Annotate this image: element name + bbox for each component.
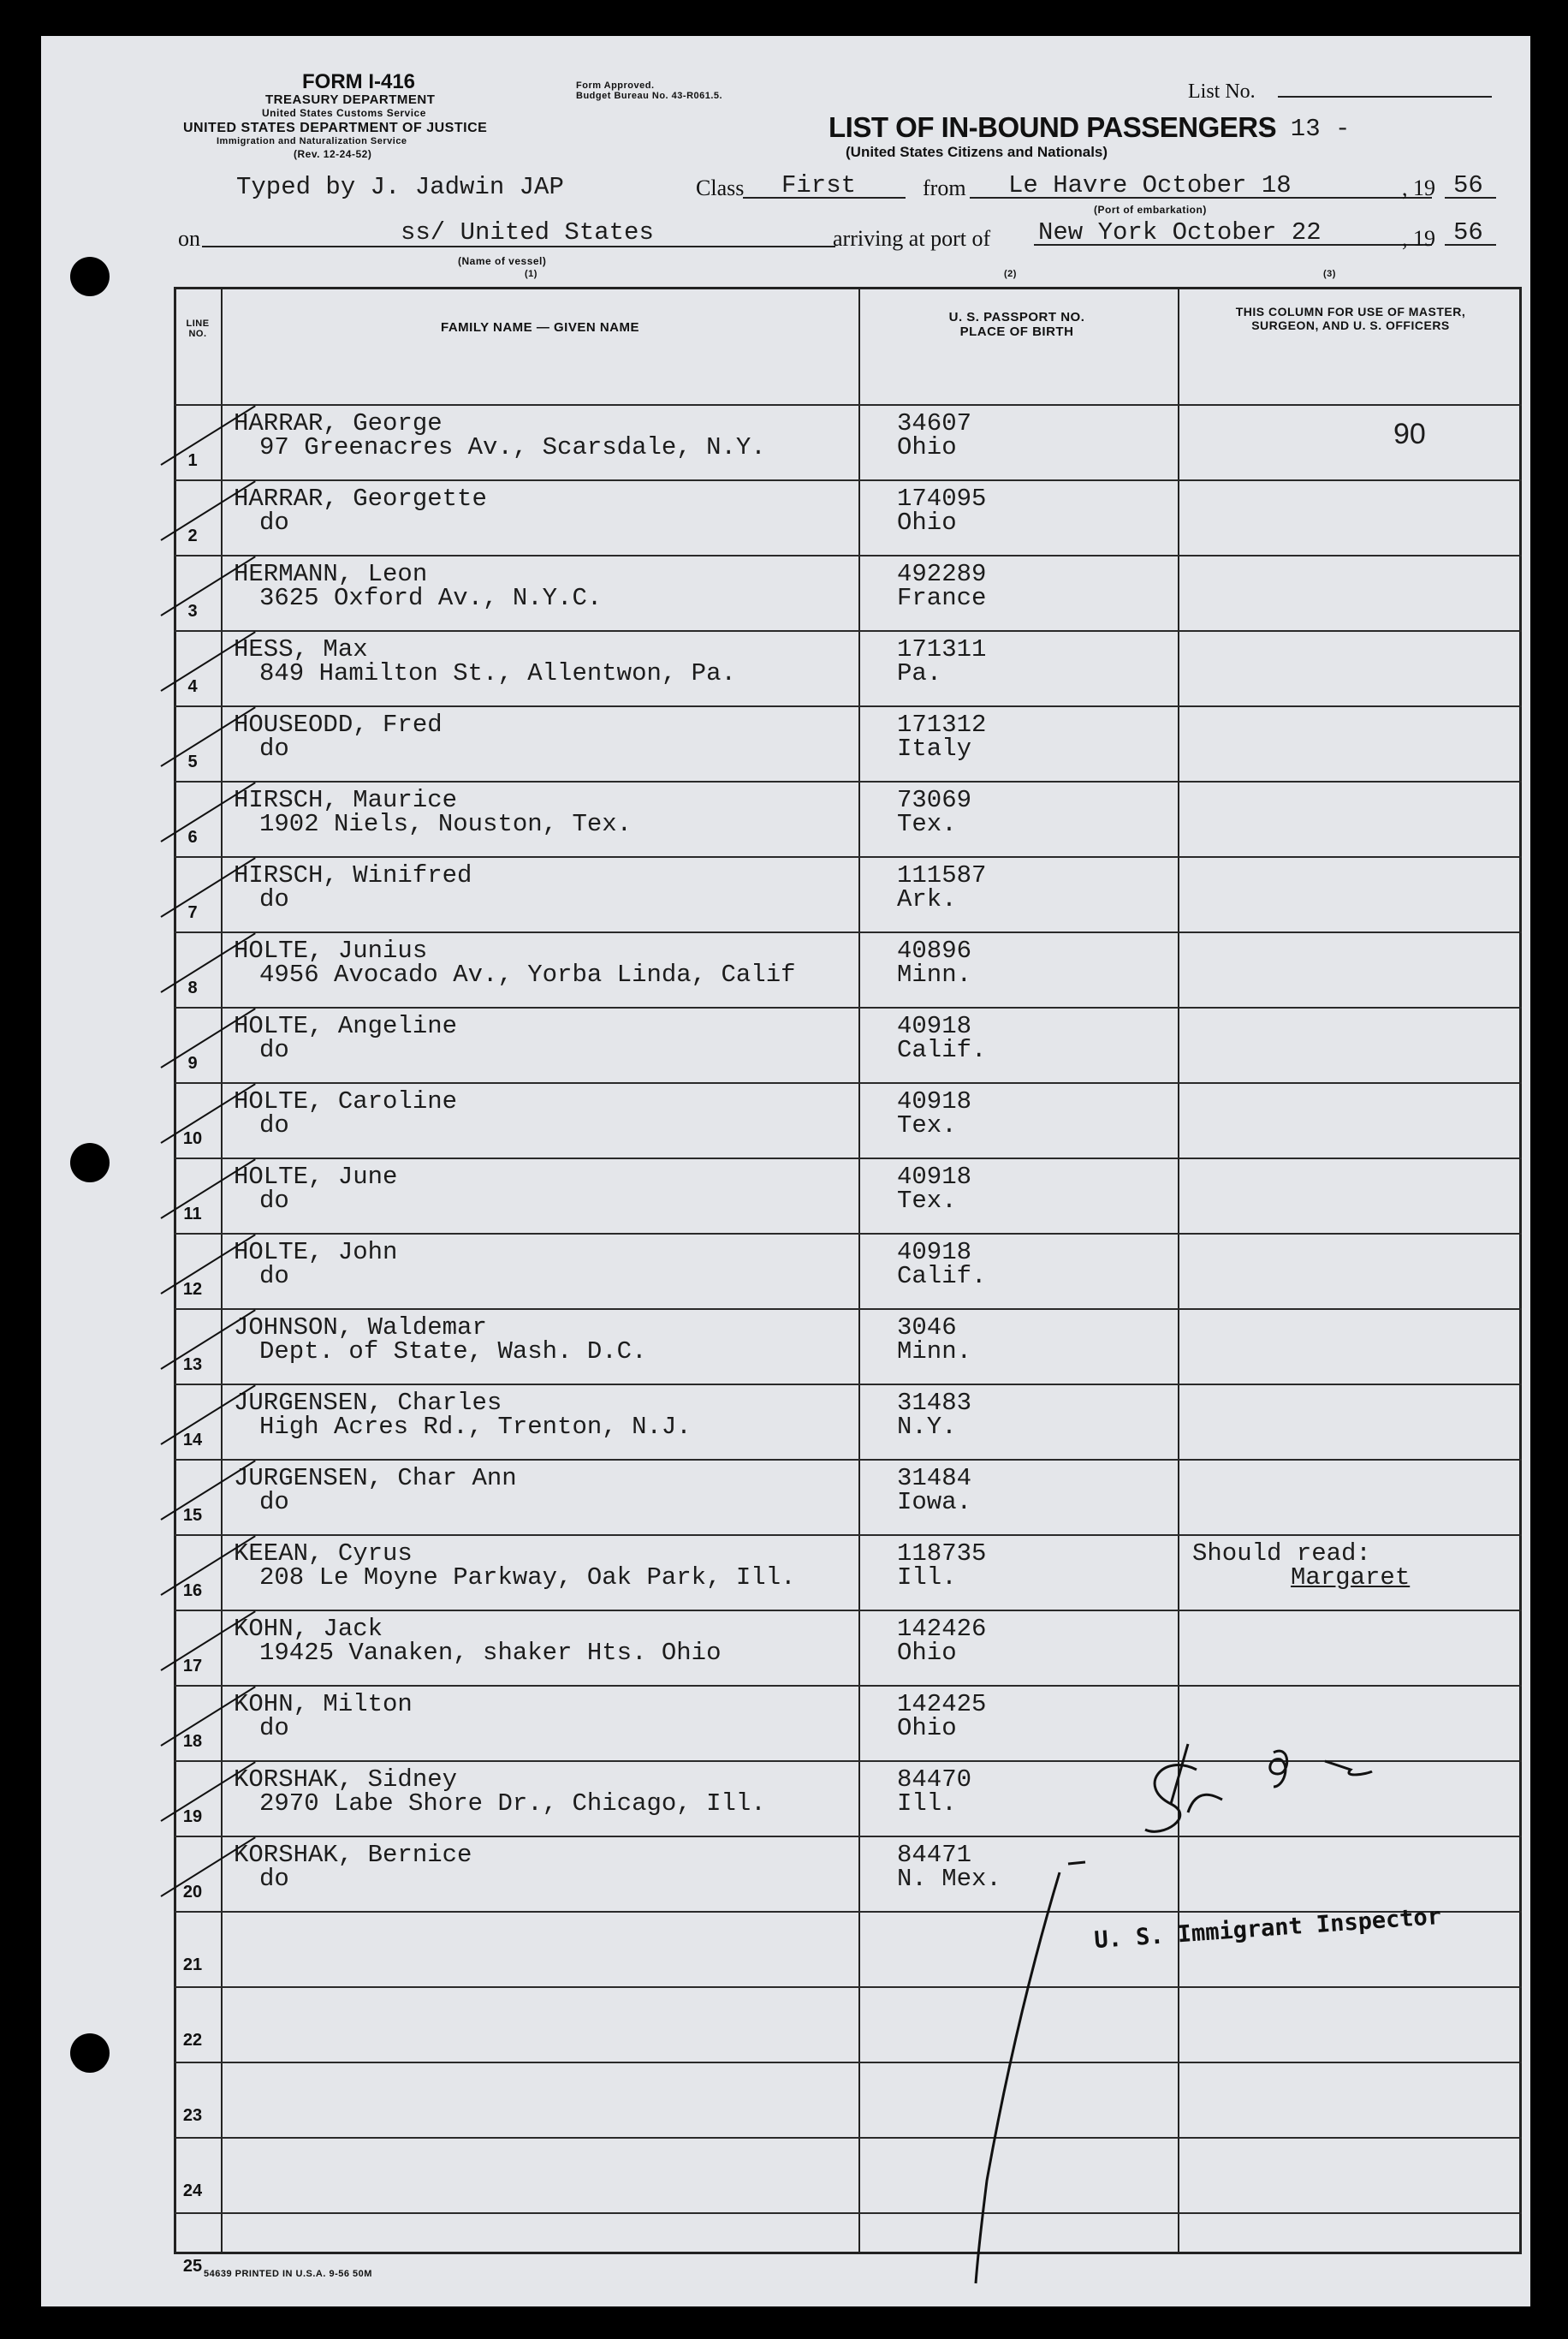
passenger-name: KORSHAK, Bernice [234, 1841, 472, 1869]
passenger-address: do [259, 1187, 289, 1215]
passenger-name: HOLTE, John [234, 1238, 398, 1266]
officer-note: Should read: [1192, 1539, 1371, 1568]
place-of-birth: Italy [897, 735, 972, 763]
passenger-address: do [259, 735, 289, 763]
passenger-name: HOLTE, June [234, 1163, 398, 1191]
arrive-year: 56 [1453, 218, 1483, 247]
passport-number: 111587 [897, 861, 987, 890]
line-number: 18 [182, 1732, 203, 1751]
line-number: 1 [187, 451, 198, 470]
officer-note: 90 [1393, 418, 1426, 450]
line-number: 13 [182, 1355, 203, 1374]
line-number: 10 [182, 1129, 203, 1148]
line-number: 20 [182, 1883, 203, 1902]
passenger-address: Dept. of State, Wash. D.C. [259, 1337, 647, 1366]
passenger-name: HIRSCH, Winifred [234, 861, 472, 890]
line-number: 3 [187, 602, 198, 621]
from-line [970, 197, 1432, 199]
passenger-name: HESS, Max [234, 635, 368, 664]
passenger-address: do [259, 1714, 289, 1742]
year1-line [1445, 197, 1496, 199]
col3-number: (3) [1323, 269, 1336, 279]
line-number: 2 [187, 527, 198, 545]
dept-justice: UNITED STATES DEPARTMENT OF JUSTICE [183, 121, 488, 135]
place-of-birth: France [897, 584, 987, 612]
passport-number: 40918 [897, 1163, 972, 1191]
arriving-value: New York October 22 [1038, 218, 1322, 247]
passenger-name: HOUSEODD, Fred [234, 711, 442, 739]
line-number: 17 [182, 1657, 203, 1675]
passenger-name: HOLTE, Junius [234, 937, 428, 965]
passport-number: 171312 [897, 711, 987, 739]
passenger-address: 1902 Niels, Nouston, Tex. [259, 810, 633, 838]
from-value: Le Havre October 18 [1008, 171, 1292, 199]
place-of-birth: Ill. [897, 1563, 957, 1592]
place-of-birth: Ohio [897, 509, 957, 537]
list-no-label: List No. [1188, 80, 1256, 103]
on-label: on [178, 226, 200, 251]
class-label: Class [696, 176, 745, 200]
line-number: 4 [187, 677, 198, 696]
line-number: 19 [182, 1807, 203, 1826]
list-number: - 13 - [1261, 115, 1351, 143]
header-line-no: LINE NO. [186, 318, 210, 339]
passport-number: 40918 [897, 1087, 972, 1116]
place-of-birth: Ohio [897, 1639, 957, 1667]
passenger-name: HARRAR, Georgette [234, 485, 487, 513]
passport-number: 3046 [897, 1313, 957, 1342]
passenger-address: 97 Greenacres Av., Scarsdale, N.Y. [259, 433, 766, 461]
place-of-birth: Ark. [897, 885, 957, 914]
form-approved: Form Approved. [576, 80, 655, 91]
binder-hole [70, 2033, 110, 2073]
arriving-line [1034, 244, 1432, 246]
place-of-birth: Minn. [897, 1337, 972, 1366]
inspector-signature [940, 1735, 1539, 2292]
passenger-address: 2970 Labe Shore Dr., Chicago, Ill. [259, 1789, 766, 1818]
dept-customs: United States Customs Service [262, 107, 426, 119]
passenger-address: High Acres Rd., Trenton, N.J. [259, 1413, 692, 1441]
inspector-stamp: U. S. Immigrant Inspector [1093, 1902, 1442, 1955]
passport-number: 171311 [897, 635, 987, 664]
year2-line [1445, 244, 1496, 246]
place-of-birth: Ohio [897, 1714, 957, 1742]
from-label: from [923, 176, 966, 200]
passenger-name: KORSHAK, Sidney [234, 1765, 458, 1794]
passenger-name: HIRSCH, Maurice [234, 786, 458, 814]
typed-by: Typed by J. Jadwin JAP [236, 173, 564, 201]
passport-number: 118735 [897, 1539, 987, 1568]
line-number: 8 [187, 979, 198, 997]
binder-hole [70, 257, 110, 296]
passenger-address: 19425 Vanaken, shaker Hts. Ohio [259, 1639, 722, 1667]
form-revision: (Rev. 12-24-52) [294, 148, 372, 160]
doc-subtitle: (United States Citizens and Nationals) [846, 144, 1108, 160]
budget-bureau: Budget Bureau No. 43-R061.5. [576, 91, 723, 101]
dept-ins: Immigration and Naturalization Service [217, 136, 407, 146]
passenger-name: JOHNSON, Waldemar [234, 1313, 487, 1342]
place-of-birth: Minn. [897, 961, 972, 989]
line-number: 23 [182, 2106, 203, 2125]
port-embark-caption: (Port of embarkation) [1094, 204, 1207, 216]
line-number: 5 [187, 753, 198, 771]
passport-number: 73069 [897, 786, 972, 814]
line-number: 15 [182, 1506, 203, 1525]
passenger-name: JURGENSEN, Char Ann [234, 1464, 517, 1492]
place-of-birth: Calif. [897, 1262, 987, 1290]
passenger-address: 3625 Oxford Av., N.Y.C. [259, 584, 603, 612]
passenger-name: KOHN, Jack [234, 1615, 383, 1643]
place-of-birth: Ill. [897, 1789, 957, 1818]
passport-number: 31483 [897, 1389, 972, 1417]
line-number: 6 [187, 828, 198, 847]
place-of-birth: Calif. [897, 1036, 987, 1064]
class-value: First [781, 171, 857, 199]
form-page [41, 36, 1530, 2306]
passport-number: 142425 [897, 1690, 987, 1718]
passport-number: 492289 [897, 560, 987, 588]
line-number: 14 [182, 1431, 203, 1449]
header-officers: THIS COLUMN FOR USE OF MASTER, SURGEON, AND U. S. OFFICERS [1235, 305, 1466, 332]
footer-print-code: 54639 PRINTED IN U.S.A. 9-56 50M [204, 2269, 372, 2279]
place-of-birth: Ohio [897, 433, 957, 461]
line-number: 7 [187, 903, 198, 922]
passport-number: 34607 [897, 409, 972, 437]
passenger-address: do [259, 885, 289, 914]
place-of-birth: Iowa. [897, 1488, 972, 1516]
passenger-address: do [259, 1111, 289, 1140]
place-of-birth: N.Y. [897, 1413, 957, 1441]
form-number: FORM I-416 [302, 70, 416, 93]
passenger-address: do [259, 1036, 289, 1064]
passport-number: 40896 [897, 937, 972, 965]
passenger-address: do [259, 1865, 289, 1893]
line-number: 25 [182, 2257, 203, 2276]
header-name: FAMILY NAME — GIVEN NAME [440, 320, 640, 335]
passport-number: 40918 [897, 1238, 972, 1266]
place-of-birth: Tex. [897, 1187, 957, 1215]
passenger-address: 4956 Avocado Av., Yorba Linda, Calif [259, 961, 796, 989]
arrive-year-prefix: , 19 [1402, 226, 1435, 251]
place-of-birth: Tex. [897, 1111, 957, 1140]
passenger-name: KOHN, Milton [234, 1690, 413, 1718]
passport-number: 31484 [897, 1464, 972, 1492]
from-year-prefix: , 19 [1402, 176, 1435, 200]
col2-number: (2) [1004, 269, 1017, 279]
line-number: 11 [183, 1205, 202, 1223]
passenger-name: KEEAN, Cyrus [234, 1539, 413, 1568]
passport-number: 174095 [897, 485, 987, 513]
passenger-address: 208 Le Moyne Parkway, Oak Park, Ill. [259, 1563, 796, 1592]
passenger-address: do [259, 1262, 289, 1290]
from-year: 56 [1453, 171, 1483, 199]
line-number: 12 [182, 1280, 203, 1299]
passport-number: 84470 [897, 1765, 972, 1794]
arriving-label: arriving at port of [833, 226, 991, 251]
list-no-line [1278, 96, 1492, 98]
passenger-name: HOLTE, Caroline [234, 1087, 458, 1116]
vessel-caption: (Name of vessel) [458, 255, 547, 267]
passport-number: 40918 [897, 1012, 972, 1040]
line-number: 9 [187, 1054, 198, 1073]
passenger-name: JURGENSEN, Charles [234, 1389, 502, 1417]
passenger-name: HERMANN, Leon [234, 560, 428, 588]
line-number: 16 [182, 1581, 203, 1600]
class-line [743, 197, 906, 199]
dept-treasury: TREASURY DEPARTMENT [265, 92, 436, 107]
line-number: 22 [182, 2031, 203, 2050]
col1-number: (1) [525, 269, 538, 279]
line-number: 24 [182, 2181, 203, 2200]
officer-note-correction: Margaret [1291, 1563, 1411, 1592]
line-number: 21 [182, 1955, 203, 1974]
place-of-birth: N. Mex. [897, 1865, 1001, 1893]
passenger-address: do [259, 509, 289, 537]
passenger-name: HOLTE, Angeline [234, 1012, 458, 1040]
doc-title: LIST OF IN-BOUND PASSENGERS [829, 111, 1277, 143]
passport-number: 84471 [897, 1841, 972, 1869]
binder-hole [70, 1143, 110, 1182]
passenger-name: HARRAR, George [234, 409, 442, 437]
place-of-birth: Pa. [897, 659, 942, 687]
vessel-name: ss/ United States [401, 218, 654, 247]
passenger-address: 849 Hamilton St., Allentwon, Pa. [259, 659, 736, 687]
passenger-address: do [259, 1488, 289, 1516]
place-of-birth: Tex. [897, 810, 957, 838]
passport-number: 142426 [897, 1615, 987, 1643]
header-passport: U. S. PASSPORT NO. PLACE OF BIRTH [948, 310, 1085, 339]
